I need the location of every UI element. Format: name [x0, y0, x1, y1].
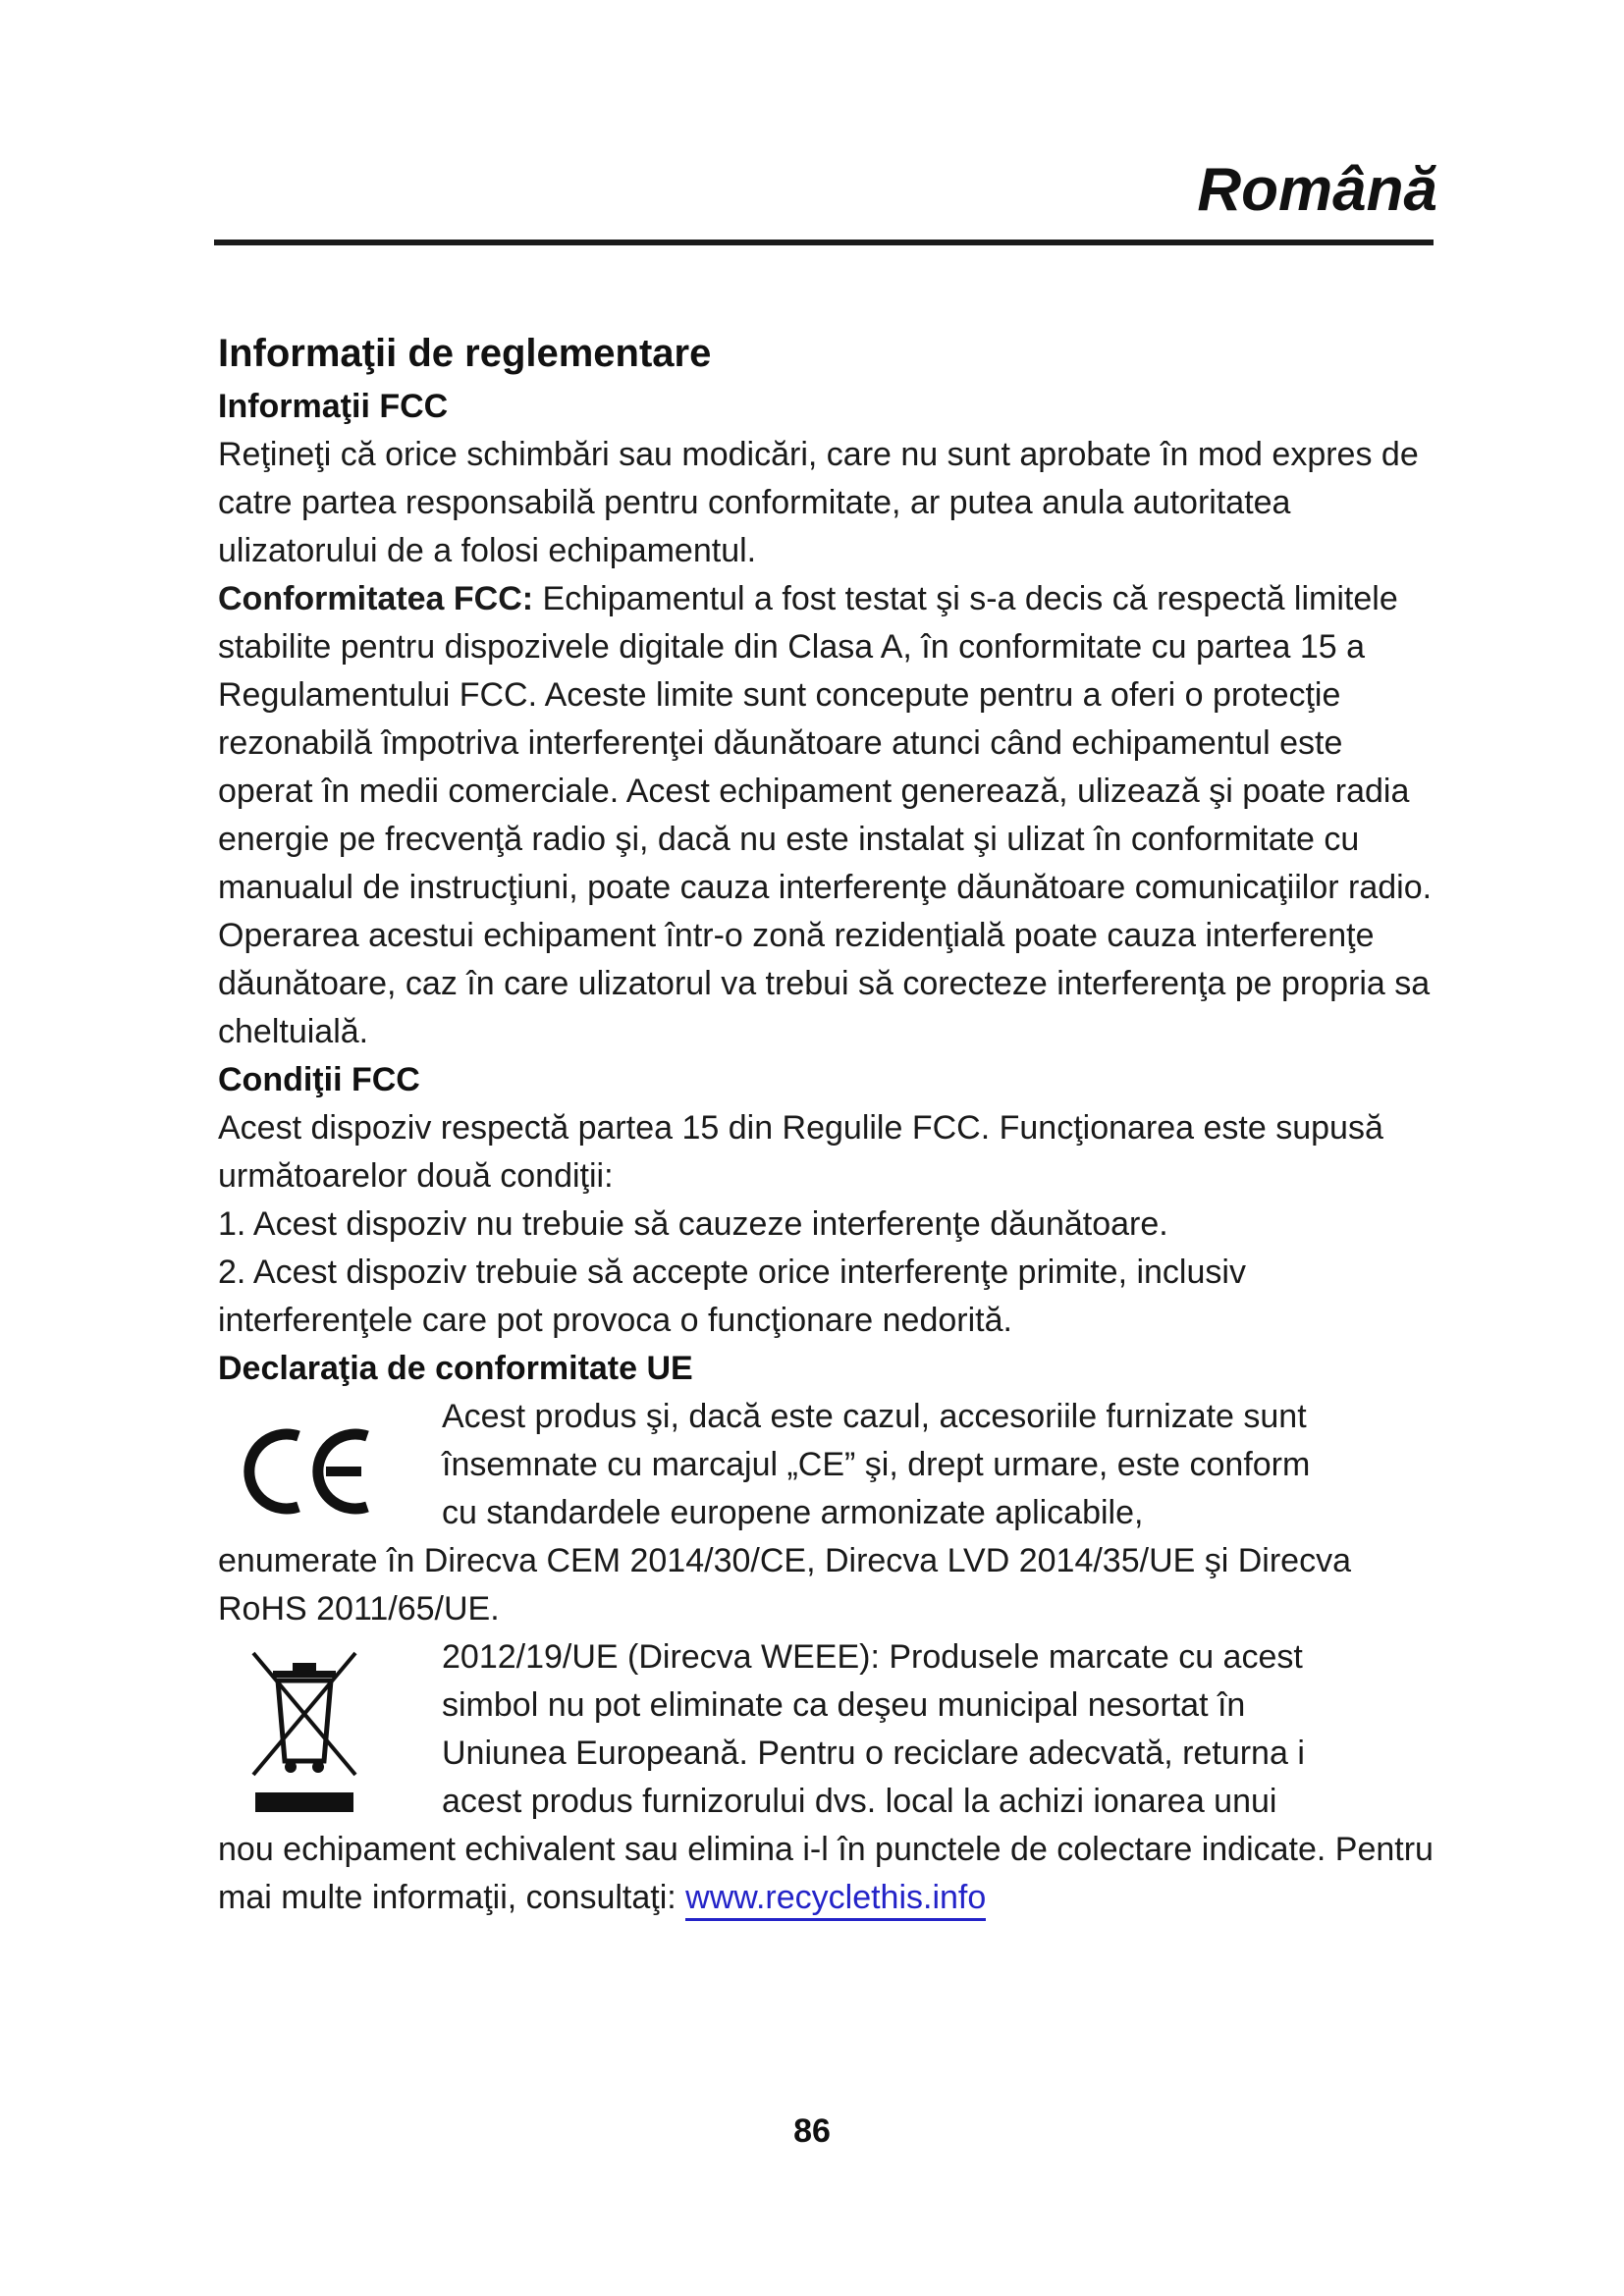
weee-text-line: 2012/19/UE (Direcva WEEE): Produsele marcate cu acest: [442, 1638, 1303, 1676]
ce-text-line: Acest produs şi, dacă este cazul, accesoriile furnizate sunt: [442, 1398, 1307, 1435]
ce-mark-icon: [238, 1420, 375, 1522]
fcc-info-paragraph: Reţineţi că orice schimbări sau modicări, care nu sunt aprobate în mod expres de catre partea responsabilă pentru conformitate, ar putea anula autoritatea ulizatorului de a folosi echipamentul.: [218, 436, 1419, 569]
ce-text-line: însemnate cu marcajul „CE” şi, drept urmare, este conform: [442, 1446, 1311, 1483]
regulatory-content: [218, 326, 1445, 1922]
fcc-condition-item: 2. Acest dispoziv trebuie să accepte orice interferenţe primite, inclusiv interferenţele care pot provoca o funcţionare nedorită.: [218, 1254, 1246, 1339]
weee-rest-text: nou echipament echivalent sau elimina i-l în punctele de colectare indicate. Pentru mai multe informaţii, consultaţi:: [218, 1831, 1434, 1916]
fcc-conformity-label: Conformitatea FCC:: [218, 580, 534, 617]
ce-block: [218, 1393, 1445, 1537]
ce-text-line: cu standardele europene armonizate aplicabile,: [442, 1494, 1144, 1531]
fcc-conditions-intro: Acest dispoziv respectă partea 15 din Regulile FCC. Funcţionarea este supusă următoarelor două condiţii:: [218, 1109, 1383, 1195]
recyclethis-link[interactable]: www.recyclethis.info: [685, 1879, 986, 1921]
section-title: Informaţii de reglementare: [218, 332, 712, 375]
weee-text-line: Uniunea Europeană. Pentru o reciclare adecvată, returna i: [442, 1735, 1305, 1772]
weee-text-line: simbol nu pot eliminate ca deşeu municipal nesortat în: [442, 1686, 1246, 1724]
fcc-condition-item: 1. Acest dispoziv nu trebuie să cauzeze interferenţe dăunătoare.: [218, 1205, 1168, 1243]
fcc-conformity-paragraph: [218, 575, 1445, 1056]
weee-crossed-bin-icon: [245, 1645, 363, 1820]
weee-block: [218, 1633, 1445, 1826]
header-divider: [214, 240, 1434, 245]
ce-directives-text: enumerate în Direcva CEM 2014/30/CE, Direcva LVD 2014/35/UE şi Direcva RoHS 2011/65/UE.: [218, 1542, 1351, 1628]
fcc-info-heading: Informaţii FCC: [218, 388, 449, 425]
fcc-conformity-text: Echipamentul a fost testat şi s-a decis că respectă limitele stabilite pentru dispozivele digitale din Clasa A, în conformitate cu partea 15 a Regulamentului FCC. Aceste limite sunt concepute pentru a oferi o protecţie rezonabilă împotriva interferenţei dăunătoare atunci când echipamentul este operat în medii comerciale. Acest echipament generează, ulizează şi poate radia energie pe frecvenţă radio şi, dacă nu este instalat şi ulizat în conformitate cu manualul de instrucţiuni, poate cauza interferenţe dăunătoare comunicaţiilor radio. Operarea acestui echipament într-o zonă rezidenţială poate cauza interferenţe dăunătoare, caz în care ulizatorul va trebui să corecteze interferenţa pe propria sa cheltuială.: [218, 580, 1433, 1050]
weee-text-line: acest produs furnizorului dvs. local la achizi ionarea unui: [442, 1783, 1277, 1820]
eu-declaration-heading: Declaraţia de conformitate UE: [218, 1350, 693, 1387]
language-title: Română: [1197, 156, 1437, 224]
page-number: 86: [793, 2112, 831, 2150]
weee-rest-paragraph: [218, 1826, 1445, 1922]
fcc-conditions-heading: Condiţii FCC: [218, 1061, 420, 1098]
